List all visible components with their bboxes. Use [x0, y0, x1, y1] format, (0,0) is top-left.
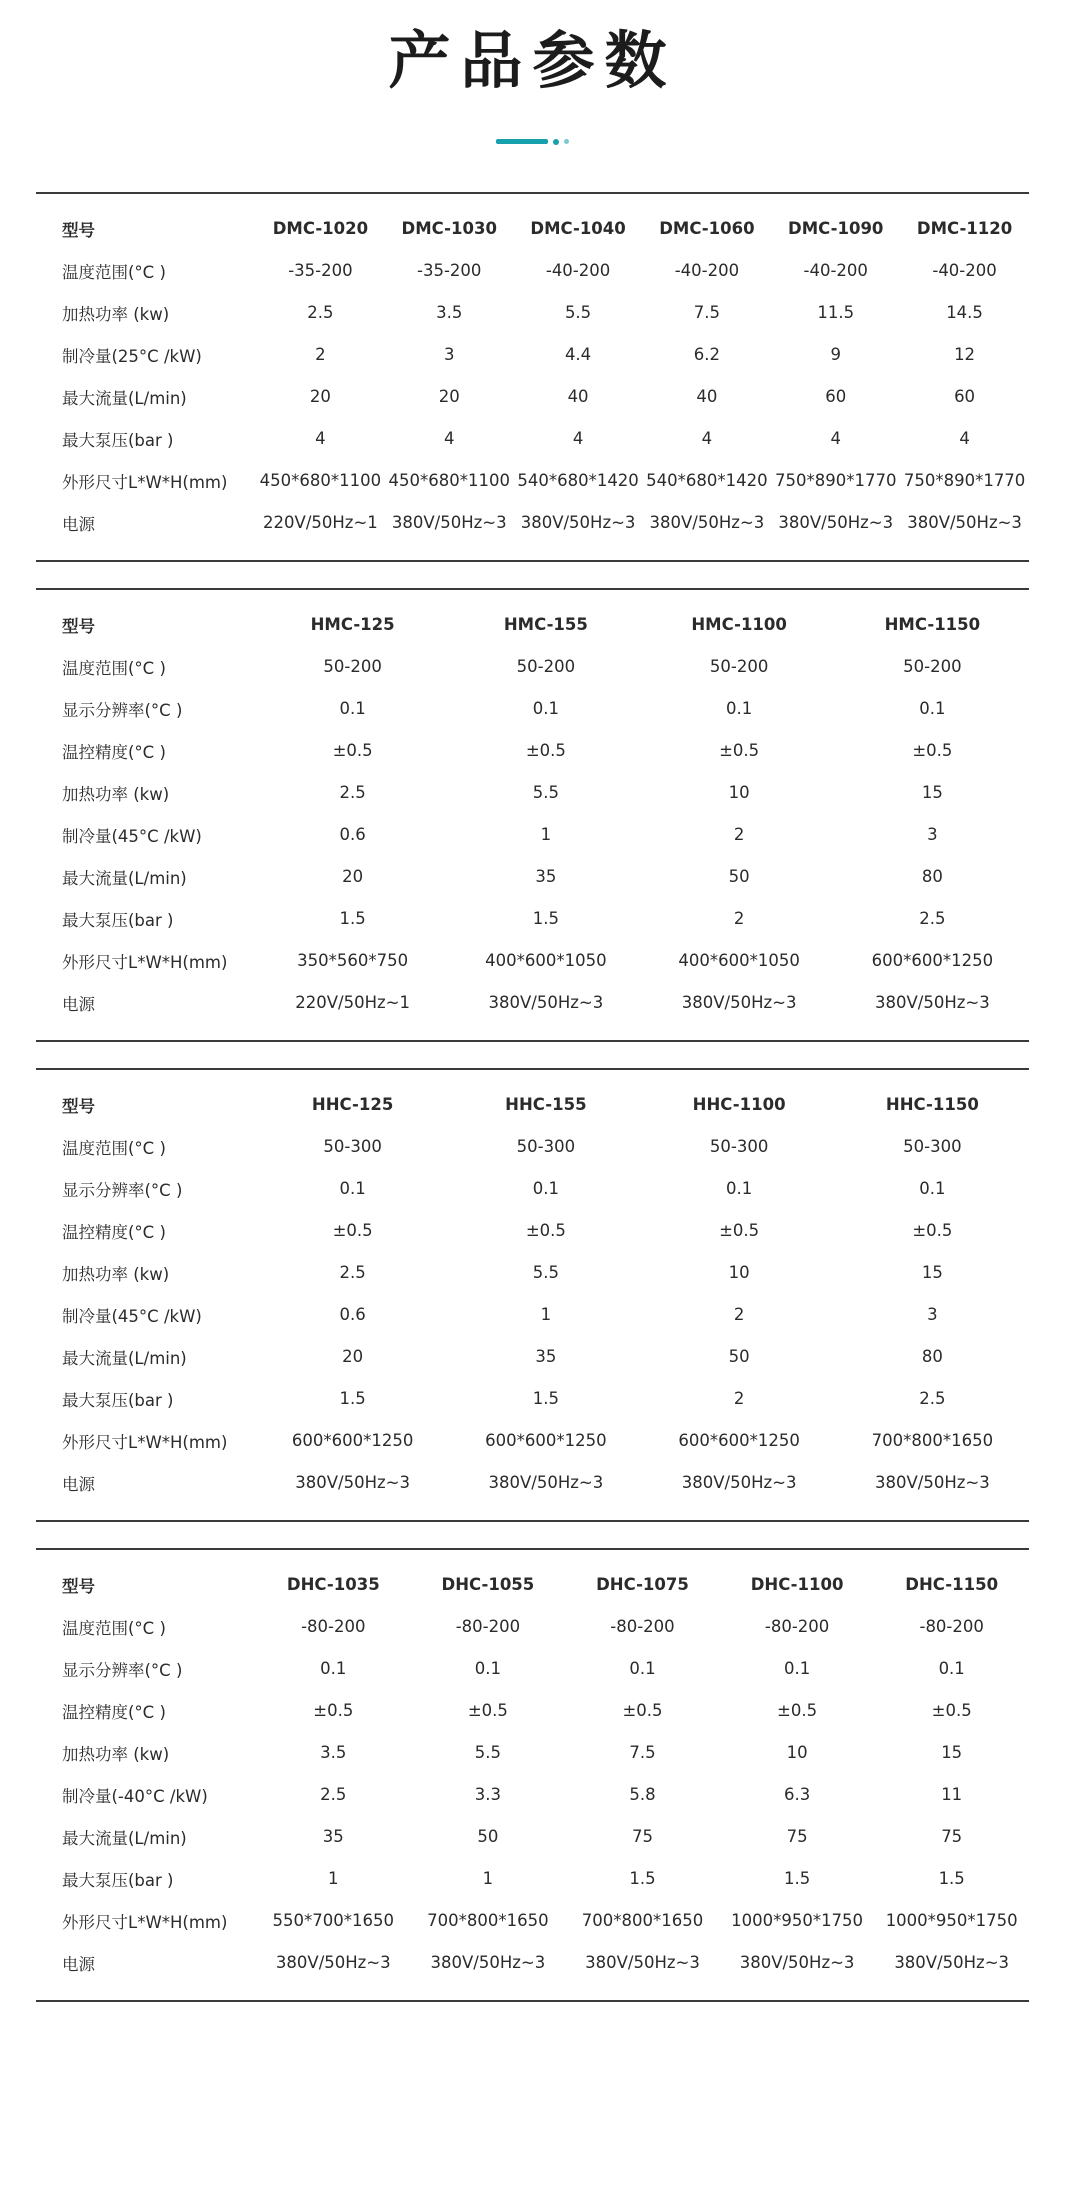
- spec-value-cell: 380V/50Hz~3: [430, 1953, 546, 1972]
- spec-value-cell: 1.5: [938, 1869, 965, 1888]
- spec-value-cell: 1.5: [339, 909, 366, 928]
- spec-value-cell: ±0.5: [332, 1221, 373, 1240]
- model-header-cell: HHC-125: [311, 1095, 394, 1114]
- table-row: [36, 1210, 1029, 1252]
- spec-value-cell: 20: [438, 387, 460, 406]
- spec-value-cell: ±0.5: [777, 1701, 818, 1720]
- spec-value-cell: 4: [443, 429, 455, 448]
- table-row: [36, 1084, 1029, 1126]
- spec-value-cell: 0.1: [726, 1179, 753, 1198]
- model-header-cell: DMC-1030: [401, 219, 497, 238]
- row-label: 电源: [62, 1474, 95, 1494]
- spec-value-cell: 12: [954, 345, 976, 364]
- spec-value-cell: 0.1: [726, 699, 753, 718]
- spec-value-cell: 40: [696, 387, 718, 406]
- spec-value-cell: 1: [482, 1869, 494, 1888]
- page-title: 产品参数: [388, 24, 677, 97]
- model-header-cell: HMC-155: [503, 615, 588, 634]
- spec-value-cell: 10: [728, 783, 750, 802]
- spec-tables-container: [0, 192, 1065, 2002]
- table-row: [36, 1900, 1029, 1942]
- spec-value-cell: 450*680*1100: [259, 471, 382, 490]
- spec-value-cell: 380V/50Hz~3: [778, 513, 894, 532]
- spec-value-cell: 35: [322, 1827, 344, 1846]
- spec-value-cell: 0.1: [532, 699, 559, 718]
- spec-value-cell: 3: [443, 345, 455, 364]
- table-row: [36, 1294, 1029, 1336]
- model-header-cell: HMC-125: [310, 615, 395, 634]
- spec-value-cell: 350*560*750: [297, 951, 409, 970]
- spec-value-cell: 540*680*1420: [517, 471, 639, 490]
- spec-value-cell: ±0.5: [313, 1701, 354, 1720]
- spec-value-cell: 380V/50Hz~3: [681, 1473, 797, 1492]
- spec-value-cell: 2: [315, 345, 326, 364]
- spec-table-hmc-series: [36, 588, 1029, 1042]
- spec-value-cell: 1.5: [629, 1869, 656, 1888]
- row-label: 电源: [62, 1954, 95, 1974]
- row-label: 型号: [62, 616, 95, 636]
- spec-value-cell: 0.6: [339, 825, 366, 844]
- table-row: [36, 856, 1029, 898]
- spec-value-cell: 750*890*1770: [774, 471, 897, 490]
- spec-value-cell: 40: [567, 387, 589, 406]
- model-header-cell: DHC-1035: [286, 1575, 380, 1594]
- table-row: [36, 292, 1029, 334]
- spec-value-cell: 540*680*1420: [646, 471, 768, 490]
- spec-value-cell: 0.1: [919, 1179, 946, 1198]
- spec-value-cell: 35: [535, 1347, 557, 1366]
- spec-value-cell: -40-200: [545, 261, 611, 280]
- spec-value-cell: 2.5: [919, 909, 946, 928]
- row-label: 显示分辨率(°C ): [62, 1180, 183, 1200]
- spec-value-cell: 50-300: [516, 1137, 576, 1156]
- row-label: 型号: [62, 220, 95, 240]
- spec-value-cell: 380V/50Hz~3: [295, 1473, 410, 1492]
- row-label: 最大流量(L/min): [62, 1828, 187, 1848]
- spec-value-cell: ±0.5: [622, 1701, 663, 1720]
- row-label: 最大流量(L/min): [62, 388, 187, 408]
- row-label: 电源: [62, 994, 95, 1014]
- spec-value-cell: 4.4: [564, 345, 592, 364]
- spec-value-cell: 7.5: [629, 1743, 656, 1762]
- spec-value-cell: 700*800*1650: [427, 1911, 549, 1930]
- row-label: 最大泵压(bar ): [62, 1390, 174, 1410]
- spec-value-cell: ±0.5: [525, 741, 566, 760]
- table-row: [36, 334, 1029, 376]
- row-label: 最大流量(L/min): [62, 868, 187, 888]
- row-label: 最大流量(L/min): [62, 1348, 187, 1368]
- row-label: 外形尺寸L*W*H(mm): [62, 1432, 228, 1452]
- table-row: [36, 982, 1029, 1024]
- model-header-cell: HMC-1100: [691, 615, 787, 634]
- title-divider-decoration: [483, 138, 583, 146]
- spec-value-cell: 0.1: [783, 1659, 811, 1678]
- spec-value-cell: 2.5: [919, 1389, 946, 1408]
- table-row: [36, 1378, 1029, 1420]
- spec-value-cell: 0.1: [320, 1659, 347, 1678]
- spec-value-cell: 5.5: [564, 303, 592, 322]
- spec-value-cell: 50-300: [903, 1137, 962, 1156]
- row-label: 加热功率 (kw): [62, 1744, 170, 1764]
- row-label: 显示分辨率(°C ): [62, 700, 183, 720]
- model-header-cell: DHC-1150: [905, 1575, 999, 1594]
- spec-value-cell: ±0.5: [912, 1221, 953, 1240]
- spec-value-cell: -35-200: [417, 261, 482, 280]
- spec-value-cell: -80-200: [764, 1617, 830, 1636]
- spec-value-cell: 11: [941, 1785, 963, 1804]
- table-row: [36, 1774, 1029, 1816]
- spec-value-cell: 50-200: [709, 657, 769, 676]
- model-header-cell: HMC-1150: [884, 615, 981, 634]
- spec-table: [36, 604, 1029, 1024]
- spec-value-cell: 7.5: [693, 303, 721, 322]
- spec-value-cell: 380V/50Hz~3: [681, 993, 797, 1012]
- spec-value-cell: 50-300: [709, 1137, 769, 1156]
- spec-value-cell: 20: [342, 867, 364, 886]
- spec-value-cell: 1: [540, 1305, 552, 1324]
- table-row: [36, 688, 1029, 730]
- spec-value-cell: 0.1: [474, 1659, 502, 1678]
- spec-value-cell: 600*600*1250: [485, 1431, 607, 1450]
- spec-value-cell: ±0.5: [912, 741, 953, 760]
- spec-value-cell: 0.1: [339, 699, 366, 718]
- row-label: 制冷量(25°C /kW): [62, 346, 202, 366]
- model-header-cell: DMC-1060: [659, 219, 755, 238]
- spec-value-cell: 0.1: [938, 1659, 965, 1678]
- row-label: 温控精度(°C ): [62, 1702, 166, 1722]
- spec-value-cell: 15: [921, 1263, 943, 1282]
- spec-value-cell: 35: [535, 867, 557, 886]
- model-header-cell: DMC-1020: [272, 219, 369, 238]
- model-header-cell: DHC-1055: [441, 1575, 535, 1594]
- spec-value-cell: ±0.5: [525, 1221, 566, 1240]
- spec-value-cell: 550*700*1650: [272, 1911, 395, 1930]
- spec-value-cell: 220V/50Hz~1: [295, 993, 410, 1012]
- row-label: 电源: [62, 514, 95, 534]
- spec-value-cell: 50: [728, 867, 750, 886]
- table-row: [36, 1732, 1029, 1774]
- spec-table-dmc-series: [36, 192, 1029, 562]
- spec-value-cell: 700*800*1650: [581, 1911, 704, 1930]
- spec-value-cell: 380V/50Hz~3: [520, 513, 636, 532]
- spec-value-cell: -80-200: [610, 1617, 675, 1636]
- spec-value-cell: 15: [941, 1743, 963, 1762]
- spec-value-cell: 0.1: [919, 699, 946, 718]
- spec-value-cell: 0.1: [339, 1179, 366, 1198]
- spec-value-cell: 15: [921, 783, 943, 802]
- spec-value-cell: 50-200: [516, 657, 576, 676]
- model-header-cell: DMC-1040: [530, 219, 626, 238]
- row-label: 加热功率 (kw): [62, 1264, 170, 1284]
- spec-value-cell: 380V/50Hz~3: [391, 513, 507, 532]
- spec-value-cell: 5.5: [532, 1263, 559, 1282]
- row-label: 外形尺寸L*W*H(mm): [62, 952, 228, 972]
- spec-value-cell: 50-300: [323, 1137, 382, 1156]
- spec-table: [36, 208, 1029, 544]
- spec-value-cell: ±0.5: [719, 1221, 760, 1240]
- spec-value-cell: 4: [830, 429, 841, 448]
- row-label: 加热功率 (kw): [62, 304, 170, 324]
- row-label: 温控精度(°C ): [62, 742, 166, 762]
- spec-value-cell: 3.5: [320, 1743, 347, 1762]
- model-header-cell: HHC-1100: [692, 1095, 786, 1114]
- spec-value-cell: 5.5: [532, 783, 559, 802]
- spec-value-cell: 50-200: [323, 657, 382, 676]
- spec-value-cell: 5.5: [474, 1743, 502, 1762]
- spec-value-cell: -80-200: [455, 1617, 521, 1636]
- spec-value-cell: 20: [309, 387, 331, 406]
- table-row: [36, 1648, 1029, 1690]
- table-row: [36, 418, 1029, 460]
- spec-value-cell: 380V/50Hz~3: [488, 1473, 604, 1492]
- spec-value-cell: 1.5: [532, 1389, 559, 1408]
- table-row: [36, 502, 1029, 544]
- table-row: [36, 814, 1029, 856]
- spec-value-cell: 380V/50Hz~3: [585, 1953, 700, 1972]
- table-row: [36, 1690, 1029, 1732]
- spec-value-cell: 60: [954, 387, 976, 406]
- spec-value-cell: ±0.5: [467, 1701, 508, 1720]
- spec-value-cell: 50: [728, 1347, 750, 1366]
- spec-value-cell: 60: [825, 387, 847, 406]
- table-row: [36, 604, 1029, 646]
- spec-value-cell: 2.5: [339, 783, 366, 802]
- divider-bar-icon: [496, 139, 548, 144]
- spec-value-cell: 20: [342, 1347, 364, 1366]
- spec-value-cell: 1: [540, 825, 552, 844]
- spec-value-cell: 2: [733, 909, 745, 928]
- model-header-cell: DMC-1120: [916, 219, 1013, 238]
- spec-value-cell: 4: [315, 429, 326, 448]
- spec-value-cell: 14.5: [946, 303, 983, 322]
- spec-value-cell: 3.5: [436, 303, 463, 322]
- spec-value-cell: 50-200: [903, 657, 962, 676]
- spec-value-cell: 2: [733, 1305, 745, 1324]
- spec-value-cell: 3: [927, 1305, 938, 1324]
- table-row: [36, 1420, 1029, 1462]
- spec-value-cell: 380V/50Hz~3: [488, 993, 604, 1012]
- table-row: [36, 1252, 1029, 1294]
- row-label: 型号: [62, 1576, 95, 1596]
- spec-value-cell: 380V/50Hz~3: [875, 1473, 990, 1492]
- spec-value-cell: 380V/50Hz~3: [275, 1953, 391, 1972]
- spec-value-cell: 4: [959, 429, 970, 448]
- table-row: [36, 250, 1029, 292]
- spec-value-cell: ±0.5: [719, 741, 760, 760]
- row-label: 制冷量(45°C /kW): [62, 1306, 202, 1326]
- table-row: [36, 1816, 1029, 1858]
- table-row: [36, 1942, 1029, 1984]
- spec-value-cell: -80-200: [919, 1617, 984, 1636]
- table-row: [36, 940, 1029, 982]
- spec-value-cell: 9: [830, 345, 841, 364]
- spec-value-cell: 2: [733, 1389, 745, 1408]
- spec-value-cell: 1000*950*1750: [731, 1911, 864, 1930]
- spec-value-cell: -40-200: [932, 261, 997, 280]
- spec-table-dhc-series: [36, 1548, 1029, 2002]
- spec-value-cell: -40-200: [803, 261, 868, 280]
- divider-small-dot-icon: [564, 139, 569, 144]
- table-row: [36, 1462, 1029, 1504]
- divider-dot-icon: [553, 139, 559, 145]
- row-label: 温度范围(°C ): [62, 262, 166, 282]
- row-label: 外形尺寸L*W*H(mm): [62, 472, 228, 492]
- spec-value-cell: 2: [733, 825, 745, 844]
- spec-value-cell: 2.5: [320, 1785, 347, 1804]
- spec-value-cell: 2.5: [307, 303, 334, 322]
- table-row: [36, 1606, 1029, 1648]
- spec-table: [36, 1084, 1029, 1504]
- spec-value-cell: 75: [786, 1827, 808, 1846]
- spec-value-cell: 3: [927, 825, 938, 844]
- spec-value-cell: ±0.5: [931, 1701, 972, 1720]
- table-row: [36, 1168, 1029, 1210]
- spec-value-cell: 80: [921, 1347, 943, 1366]
- spec-value-cell: 700*800*1650: [871, 1431, 994, 1450]
- spec-value-cell: 1.5: [532, 909, 559, 928]
- spec-value-cell: 10: [728, 1263, 750, 1282]
- row-label: 最大泵压(bar ): [62, 1870, 174, 1890]
- table-row: [36, 730, 1029, 772]
- spec-value-cell: 0.6: [339, 1305, 366, 1324]
- model-header-cell: DHC-1100: [750, 1575, 844, 1594]
- spec-value-cell: 400*600*1050: [678, 951, 800, 970]
- spec-table-hhc-series: [36, 1068, 1029, 1522]
- spec-value-cell: 2.5: [339, 1263, 366, 1282]
- row-label: 外形尺寸L*W*H(mm): [62, 1912, 228, 1932]
- spec-value-cell: 75: [631, 1827, 653, 1846]
- spec-value-cell: 380V/50Hz~3: [907, 513, 1022, 532]
- spec-value-cell: 11.5: [817, 303, 855, 322]
- spec-table: [36, 1564, 1029, 1984]
- table-row: [36, 1336, 1029, 1378]
- spec-value-cell: 1: [328, 1869, 339, 1888]
- spec-value-cell: 220V/50Hz~1: [263, 513, 378, 532]
- row-label: 最大泵压(bar ): [62, 430, 174, 450]
- spec-value-cell: 0.1: [532, 1179, 559, 1198]
- spec-value-cell: 380V/50Hz~3: [649, 513, 765, 532]
- table-row: [36, 646, 1029, 688]
- spec-value-cell: 75: [941, 1827, 963, 1846]
- row-label: 最大泵压(bar ): [62, 910, 174, 930]
- spec-value-cell: -35-200: [288, 261, 353, 280]
- spec-value-cell: 10: [786, 1743, 808, 1762]
- spec-value-cell: 1.5: [783, 1869, 811, 1888]
- spec-value-cell: 6.3: [783, 1785, 811, 1804]
- table-row: [36, 1564, 1029, 1606]
- spec-value-cell: 380V/50Hz~3: [894, 1953, 1010, 1972]
- spec-value-cell: 1000*950*1750: [885, 1911, 1018, 1930]
- model-header-cell: DMC-1090: [788, 219, 884, 238]
- table-row: [36, 376, 1029, 418]
- spec-value-cell: 6.2: [693, 345, 721, 364]
- spec-value-cell: -40-200: [674, 261, 740, 280]
- table-row: [36, 772, 1029, 814]
- spec-value-cell: ±0.5: [332, 741, 373, 760]
- model-header-cell: DHC-1075: [596, 1575, 689, 1594]
- table-row: [36, 1126, 1029, 1168]
- spec-value-cell: 600*600*1250: [871, 951, 994, 970]
- model-header-cell: HHC-1150: [885, 1095, 979, 1114]
- model-header-cell: HHC-155: [505, 1095, 587, 1114]
- spec-value-cell: 4: [572, 429, 584, 448]
- spec-value-cell: 3.3: [474, 1785, 502, 1804]
- spec-value-cell: 600*600*1250: [678, 1431, 800, 1450]
- row-label: 加热功率 (kw): [62, 784, 170, 804]
- spec-value-cell: 80: [921, 867, 943, 886]
- row-label: 制冷量(45°C /kW): [62, 826, 202, 846]
- spec-value-cell: 450*680*1100: [388, 471, 510, 490]
- table-row: [36, 460, 1029, 502]
- row-label: 制冷量(-40°C /kW): [62, 1786, 208, 1806]
- spec-value-cell: 50: [477, 1827, 499, 1846]
- spec-value-cell: 380V/50Hz~3: [739, 1953, 855, 1972]
- spec-value-cell: 0.1: [629, 1659, 656, 1678]
- row-label: 温控精度(°C ): [62, 1222, 166, 1242]
- row-label: 型号: [62, 1096, 95, 1116]
- spec-value-cell: -80-200: [301, 1617, 366, 1636]
- row-label: 温度范围(°C ): [62, 658, 166, 678]
- spec-value-cell: 4: [701, 429, 713, 448]
- row-label: 温度范围(°C ): [62, 1618, 166, 1638]
- spec-value-cell: 380V/50Hz~3: [875, 993, 990, 1012]
- table-row: [36, 898, 1029, 940]
- spec-value-cell: 600*600*1250: [291, 1431, 414, 1450]
- spec-value-cell: 750*890*1770: [903, 471, 1026, 490]
- row-label: 温度范围(°C ): [62, 1138, 166, 1158]
- row-label: 显示分辨率(°C ): [62, 1660, 183, 1680]
- table-row: [36, 1858, 1029, 1900]
- table-row: [36, 208, 1029, 250]
- spec-value-cell: 5.8: [629, 1785, 656, 1804]
- spec-value-cell: 1.5: [339, 1389, 366, 1408]
- page-header: [0, 0, 1065, 146]
- spec-value-cell: 400*600*1050: [485, 951, 607, 970]
